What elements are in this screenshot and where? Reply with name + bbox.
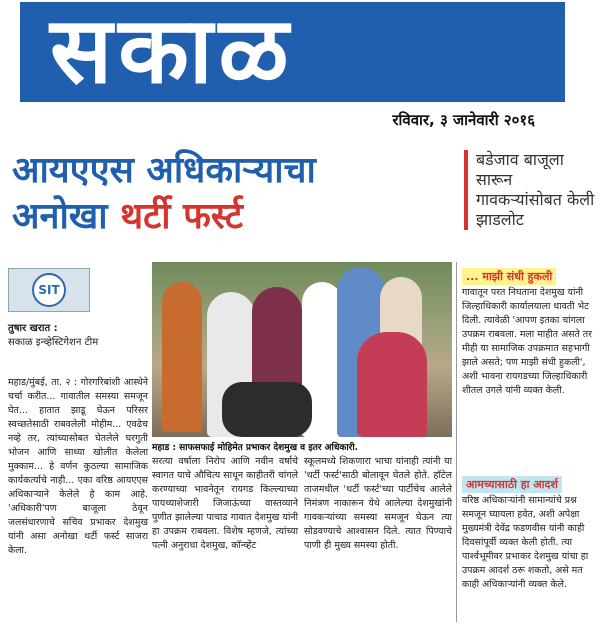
side-subhead-2: आमच्यासाठी हा आदर्श [462,476,562,493]
photo-caption: महाड : साफसफाई मोहिमेत प्रभाकर देशमुख व इतर अधिकारी. [152,443,359,453]
byline-name: तुषार खरात : [8,323,58,334]
headline-line1: आयएएस अधिकाऱ्याचा [12,150,316,191]
side-subhead-1: ... माझी संधी हुकली [462,268,556,285]
dateline: रविवार, ३ जानेवारी २०१६ [392,111,535,129]
sit-logo [8,268,90,312]
article-column-2: सरत्या वर्षाला निरोप आणि नवीन वर्षाचे स्वागत याचे औचित्य साधून काहीतरी चांगले करण्याच्या भावनेतून रायगड किल्ल्याच्या पायथ्याशेजारी जिजाऊंच्या वास्तव्याने पुणीत झालेल्या पाचाड गावात देशमुख यांनी हा उपक्रम राबवला. विशेष म्हणजे, त्यांच्या पत्नी अनुराधा देशमुख, कॉन्व्हेंट [152,456,298,551]
column-divider [456,262,457,622]
photo-figure [357,332,427,437]
masthead [0,0,605,140]
headline-line2-accent: थर्टी फर्स्ट [120,196,244,237]
side-text-1: गावातून परत निघताना देशमुख यांनी जिल्हाधिकारी कार्यालयाला धावती भेट दिली. त्यावेळी 'आपण इतका चांगला उपक्रम राबवला. मला माहीत असते तर मीही या सामाजिक उपक्रमात सहभागी झाले असते; पण माझी संधी हुकली', अशी भावना रायगडच्या जिल्हाधिकारी शीतल उगले यांनी व्यक्त केली. [462,287,592,396]
headline [12,148,452,240]
side-text-2: वरिष्ठ अधिकाऱ्यांनी सामान्यांचे प्रश्न समजून घ्यायला हवेत, अशी अपेक्षा मुख्यमंत्री देवेंद्र फडणवीस यांनी काही दिवसांपूर्वी व्यक्त केली होती. त्या पार्श्वभूमीवर प्रभाकर देशमुख यांचा हा उपक्रम आदर्श ठरू शकतो, असे मत काही अधिकाऱ्यांनी व्यक्त केले. [462,495,589,590]
byline [8,322,148,350]
sit-logo-text: SIT [32,273,66,307]
sakal-logo [20,2,565,102]
article-column-1: महाड/मुंबई, ता. २ : गोरगरिबांशी आस्थेने चर्चा करीत... गावातील समस्या समजून घेत... हातात झाडू घेऊन परिसर स्वच्छतेसाठी राबवलेली मोहीम... एवढेच नव्हे तर, त्यांच्यासोबत घेतलेले घरगुती भोजन आणि साध्या खोलीत केलेला मुक्काम... हे वर्णन कुठल्या सामाजिक कार्यकर्त्याचे नाही... एका वरिष्ठ आयएएस अधिकाऱ्याने केलेले हे काम आहे. 'अधिकारी'पण बाजूला ठेवून जलसंधारणाचे सचिव प्रभाकर देशमुख यांनी असा अनोखा थर्टी फर्स्ट साजरा केला. [8,377,148,556]
garbage-bag [222,382,312,437]
photo-figure [162,282,202,432]
sidebar-headline: बडेजाव बाजूला सारून गावकऱ्यांसोबत केली झाडलोट [464,150,596,230]
headline-line2 [12,194,452,240]
news-photo [152,262,452,437]
byline-team: सकाळ इन्व्हेस्टिगेशन टीम [8,337,99,348]
logo-text: सकाळ [50,0,295,104]
headline-line2-prefix: अनोखा [12,196,121,237]
article-column-3: स्कूलमध्ये शिकणारा भाचा यांनाही त्यांनी या 'थर्टी फर्स्ट'साठी बोलावून घेतले होते. हॉटेल ताजमधील 'थर्टी फर्स्ट'च्या पार्टीचेच आलेले निमंत्रण नाकारून येथे आलेल्या देशमुखांनी गावकऱ्यांच्या समस्या समजून घेऊन त्या सोडवण्याचे आश्वासन दिले. त्यात पिण्याचे पाणी ही मुख्य समस्या होती. [304,456,452,551]
